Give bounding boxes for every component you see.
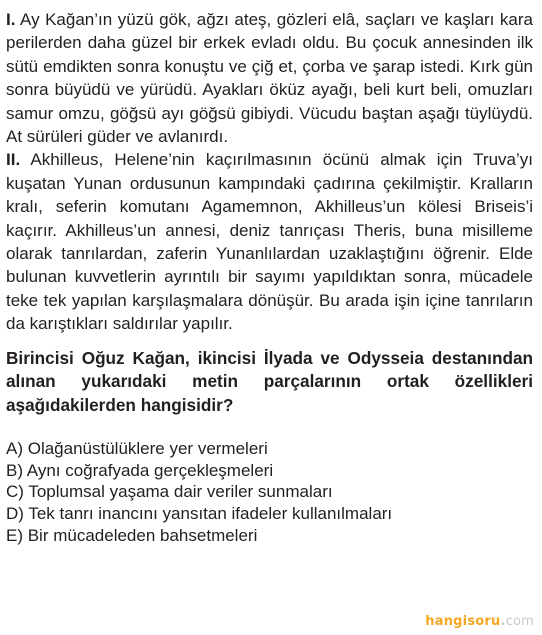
question-stem: Birincisi Oğuz Kağan, ikincisi İlyada ve Odysseia destanından alınan yukarıdaki metin parçalarının ortak özellikleri aşağıdakilerden hangisidir? <box>6 347 533 415</box>
option-e[interactable]: E) Bir mücadeleden bahsetmeleri <box>6 525 258 545</box>
passage-two <box>6 148 533 335</box>
passage-two-text: Akhilleus, Helene’nin kaçırılmasının öcünü almak için Truva’yı kuşatan Yunan ordusunun kampındaki çadırına çekilmiştir. Kralların kralı, seferin komutanı Agamemnon, Akhilleus’un kölesi Briseis’i kaçırır. Akhilleus’un annesi, deniz tanrıçası Theris, buna misilleme olarak tanrılardan, zaferin Yunanlılardan uzaklaştığını öğrenir. Elde bulunan kuvvetlerin ayrıntılı bir sayımı yapıldıktan sonra, mücadele teke tek yapılan karşılaşmalara dönüşür. Bu arada işin içine tanrıların da karıştıkları saldırılar yapılır. <box>6 150 533 334</box>
watermark-tld: com <box>505 614 534 629</box>
question-page <box>6 8 533 546</box>
watermark-dot: . <box>500 614 506 629</box>
option-c[interactable]: C) Toplumsal yaşama dair veriler sunmaları <box>6 482 333 502</box>
option-b[interactable]: B) Aynı coğrafyada gerçekleşmeleri <box>6 460 274 480</box>
passage-two-marker: II. <box>6 150 21 170</box>
passage-one <box>6 8 533 148</box>
passage-one-marker: I. <box>6 10 16 29</box>
watermark-brand: hangisoru <box>425 614 501 629</box>
option-a[interactable]: A) Olağanüstülüklere yer vermeleri <box>6 439 268 459</box>
passage-one-text: Ay Kağan’ın yüzü gök, ağzı ateş, gözleri elâ, saçları ve kaşları kara perilerden daha güzel bir erkek evladı oldu. Bu çocuk annesinden ilk sütü emdikten sonra konuştu ve çiğ et, çorba ve şarap istedi. Kırk gün sonra büyüdü ve yürüdü. Ayakları öküz ayağı, beli kurt beli, omuzları samur omzu, göğsü ayı göğsü gibiydi. Vücudu baştan aşağı tüylüydü. At sürüleri güder ve avlanırdı. <box>6 10 533 147</box>
answer-options <box>6 438 533 546</box>
site-watermark <box>425 614 534 629</box>
option-d[interactable]: D) Tek tanrı inancını yansıtan ifadeler kullanılmaları <box>6 503 393 523</box>
